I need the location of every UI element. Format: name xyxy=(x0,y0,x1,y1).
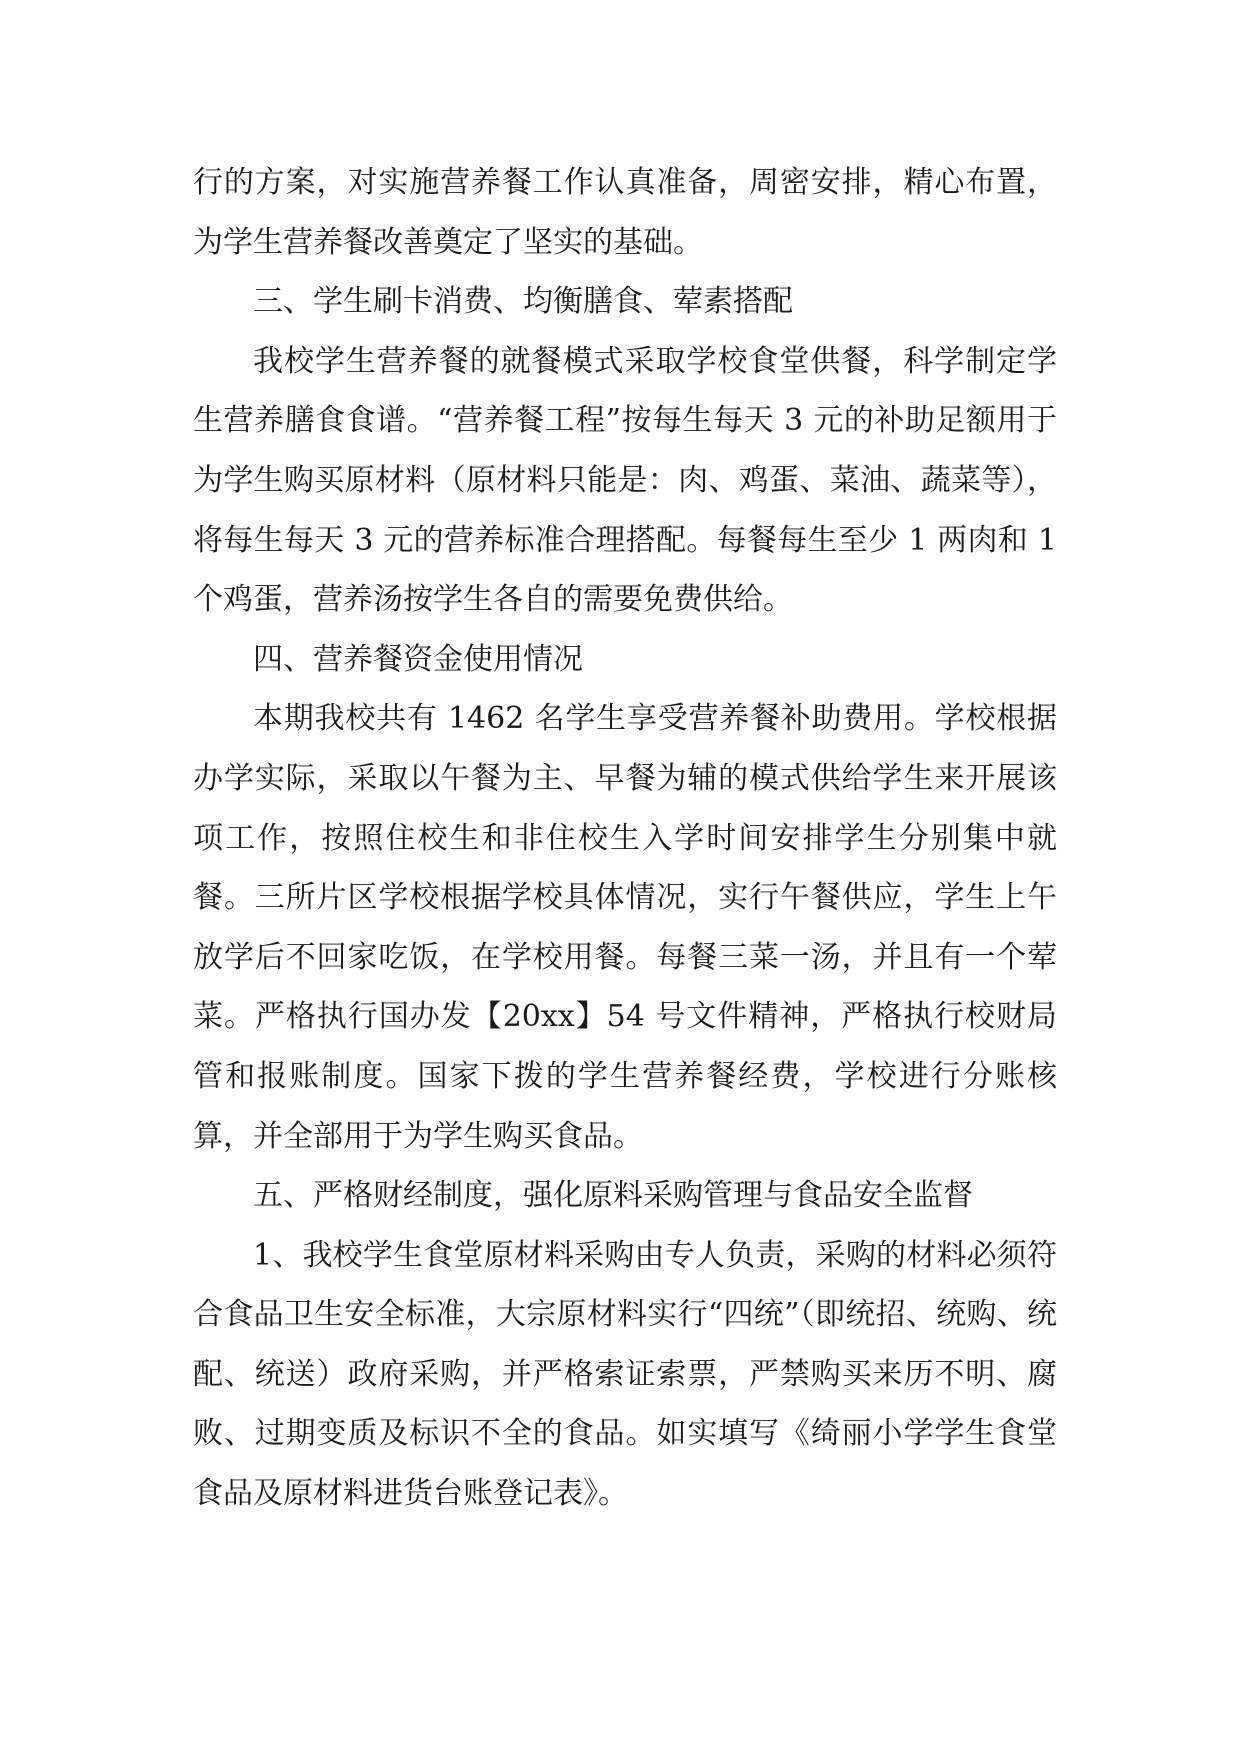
section-heading-5: 五、严格财经制度，强化原料采购管理与食品安全监督 xyxy=(253,1178,973,1214)
section-heading-4: 四、营养餐资金使用情况 xyxy=(253,641,583,677)
section-heading-3: 三、学生刷卡消费、均衡膳食、荤素搭配 xyxy=(253,284,793,320)
paragraph-meal-mode: 我校学生营养餐的就餐模式采取学校食堂供餐，科学制定学生营养膳食食谱。“营养餐工程”按每生每天 3 元的补助足额用于为学生购买原材料（原材料只能是：肉、鸡蛋、菜油、蔬菜等），将每生每天 3 元的营养标准合理搭配。每餐每生至少 1 两肉和 1 个鸡蛋，营养汤按学生各自的需要免费供给。 xyxy=(193,343,1057,618)
paragraph-fund-usage: 本期我校共有 1462 名学生享受营养餐补助费用。学校根据办学实际，采取以午餐为主、早餐为辅的模式供给学生来开展该项工作，按照住校生和非住校生入学时间安排学生分别集中就餐。三所片区学校根据学校具体情况，实行午餐供应，学生上午放学后不回家吃饭，在学校用餐。每餐三菜一汤，并且有一个荤菜。严格执行国办发【20xx】54 号文件精神，严格执行校财局管和报账制度。国家下拨的学生营养餐经费，学校进行分账核算，并全部用于为学生购买食品。 xyxy=(193,701,1057,1154)
paragraph-continuation: 行的方案，对实施营养餐工作认真准备，周密安排，精心布置，为学生营养餐改善奠定了坚实的基础。 xyxy=(193,165,1057,260)
document-body xyxy=(193,153,1057,1524)
paragraph-procurement: 1、我校学生食堂原材料采购由专人负责，采购的材料必须符合食品卫生安全标准，大宗原材料实行“四统”（即统招、统购、统配、统送）政府采购，并严格索证索票，严禁购买来历不明、腐败、过期变质及标识不全的食品。如实填写《绮丽小学学生食堂食品及原材料进货台账登记表》。 xyxy=(193,1237,1057,1512)
